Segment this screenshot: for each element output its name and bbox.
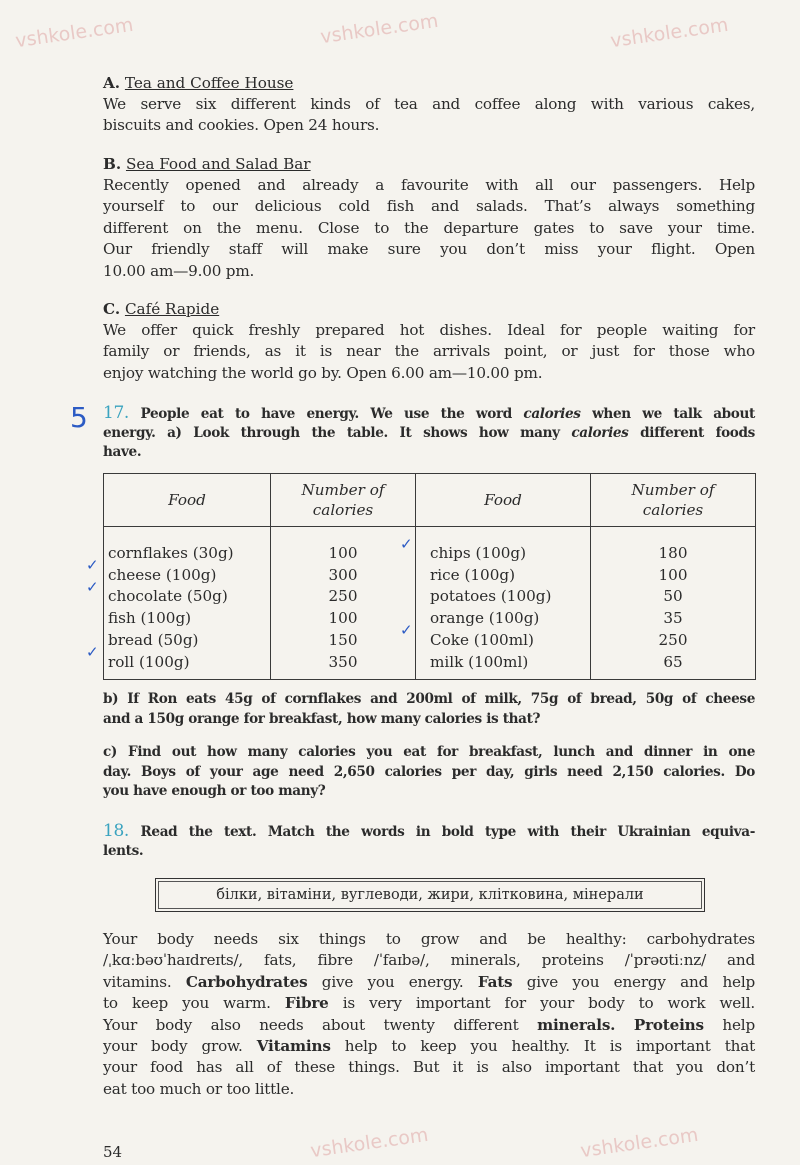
- section-title: Café Rapide: [124, 300, 220, 318]
- text-line: lents.: [103, 842, 144, 859]
- section-a: [103, 73, 755, 137]
- watermark: vshkole.com: [14, 13, 135, 53]
- text-line: 17. People eat to have energy. We use the word calories when we talk about: [103, 403, 755, 423]
- food-cell: rice (100g): [416, 565, 591, 587]
- check-mark-icon: ✓: [86, 578, 99, 596]
- section-letter: A.: [103, 74, 121, 92]
- section-letter: C.: [103, 300, 121, 318]
- text-line: We offer quick freshly prepared hot dishes. Ideal for people waiting for: [103, 321, 755, 339]
- text-line: Your body needs six things to grow and be healthy: carbohydrates: [103, 930, 755, 948]
- calories-cell: 50: [591, 586, 756, 608]
- food-cell: chocolate (50g): [104, 586, 271, 608]
- text-line: eat too much or too little.: [103, 1079, 295, 1098]
- section-heading: [103, 299, 755, 320]
- exercise-number: 18.: [103, 821, 129, 841]
- exercise-18-text: [103, 929, 755, 1100]
- text-line: 10.00 am—9.00 pm.: [103, 261, 255, 280]
- section-text: [103, 320, 755, 384]
- calories-cell: 250: [591, 630, 756, 652]
- food-cell: roll (100g): [104, 652, 271, 680]
- text-line: you have enough or too many?: [103, 783, 326, 799]
- food-cell: orange (100g): [416, 608, 591, 630]
- section-heading: [103, 73, 755, 94]
- watermark: vshkole.com: [319, 9, 440, 49]
- text-line: day. Boys of your age need 2,650 calories per day, girls need 2,150 calories. Do: [103, 763, 755, 780]
- text-line: Recently opened and already a favourite with all our passengers. Help: [103, 176, 755, 194]
- exercise-17-instructions: [103, 404, 755, 463]
- exercise-text: [103, 822, 755, 861]
- food-cell: fish (100g): [104, 608, 271, 630]
- food-cell: Coke (100ml): [416, 630, 591, 652]
- calories-cell: 100: [271, 527, 416, 565]
- food-cell: cornflakes (30g): [104, 527, 271, 565]
- exercise-17-part-b: [103, 690, 755, 729]
- food-cell: cheese (100g): [104, 565, 271, 587]
- table-row: [104, 565, 756, 587]
- table-row: [104, 527, 756, 565]
- calories-table: [103, 473, 756, 680]
- text-line: to keep you warm. Fibre is very important for your body to work well.: [103, 994, 755, 1013]
- text-line: your food has all of these things. But it is also important that you don’t: [103, 1058, 755, 1077]
- text-line: biscuits and cookies. Open 24 hours.: [103, 116, 380, 135]
- text-line: your body grow. Vitamins help to keep you healthy. It is important that: [103, 1036, 755, 1055]
- calories-cell: 250: [271, 586, 416, 608]
- section-letter: B.: [103, 155, 122, 173]
- text-line: and a 150g orange for breakfast, how many calories is that?: [103, 710, 541, 727]
- food-cell: bread (50g): [104, 630, 271, 652]
- section-title: Tea and Coffee House: [124, 74, 294, 92]
- table-row: [104, 586, 756, 608]
- ukrainian-word-box: білки, вітаміни, вуглеводи, жири, клітковина, мінерали: [155, 878, 705, 912]
- exercise-17-part-c: [103, 743, 755, 802]
- text-line: Our friendly staff will make sure you don’t miss your flight. Open: [103, 240, 755, 259]
- calories-cell: 65: [591, 652, 756, 680]
- text-line: family or friends, as it is near the arrivals point, or just for those who: [103, 342, 755, 361]
- text-line: /ˌkɑːbəʊˈhaɪdreɪts/, fats, fibre /ˈfaɪbə/, minerals, proteins /ˈprəʊtiːnz/ and: [103, 951, 755, 970]
- section-title: Sea Food and Salad Bar: [125, 155, 311, 173]
- section-c: [103, 299, 755, 384]
- text-line: vitamins. Carbohydrates give you energy. Fats give you energy and help: [103, 972, 755, 991]
- text-line: yourself to our delicious cold fish and salads. That’s always something: [103, 197, 755, 216]
- exercise-18-instructions: [103, 822, 755, 861]
- exercise-text: [103, 743, 755, 802]
- food-cell: chips (100g): [416, 527, 591, 565]
- check-mark-icon: ✓: [400, 535, 413, 553]
- table-header: Food: [416, 474, 591, 527]
- calories-cell: 300: [271, 565, 416, 587]
- calories-cell: 100: [591, 565, 756, 587]
- text-line: different on the menu. Close to the departure gates to save your time.: [103, 218, 755, 237]
- table-header: Food: [104, 474, 271, 527]
- handwritten-grade: 5: [70, 401, 88, 434]
- section-heading: [103, 154, 755, 175]
- calories-cell: 100: [271, 608, 416, 630]
- text-line: c) Find out how many calories you eat for breakfast, lunch and dinner in one: [103, 744, 755, 760]
- section-b: [103, 154, 755, 282]
- section-text: [103, 94, 755, 137]
- text-line: b) If Ron eats 45g of cornflakes and 200ml of milk, 75g of bread, 50g of cheese: [103, 691, 755, 707]
- calories-cell: 180: [591, 527, 756, 565]
- check-mark-icon: ✓: [86, 643, 99, 661]
- food-cell: milk (100ml): [416, 652, 591, 680]
- page-number: 54: [103, 1143, 123, 1161]
- watermark: vshkole.com: [609, 13, 730, 53]
- food-cell: potatoes (100g): [416, 586, 591, 608]
- text-line: have.: [103, 444, 142, 460]
- table-row: [104, 608, 756, 630]
- table-header: Number of calories: [591, 474, 756, 527]
- text-line: 18. Read the text. Match the words in bold type with their Ukrainian equiva-: [103, 821, 755, 841]
- table-row: [104, 652, 756, 680]
- text-line: energy. a) Look through the table. It shows how many calories different foods: [103, 424, 755, 441]
- check-mark-icon: ✓: [400, 621, 413, 639]
- section-text: [103, 175, 755, 282]
- text-line: We serve six different kinds of tea and coffee along with various cakes,: [103, 95, 755, 113]
- text-line: enjoy watching the world go by. Open 6.00 am—10.00 pm.: [103, 363, 543, 382]
- exercise-number: 17.: [103, 403, 129, 423]
- calories-cell: 150: [271, 630, 416, 652]
- calories-cell: 350: [271, 652, 416, 680]
- check-mark-icon: ✓: [86, 556, 99, 574]
- text-line: Your body also needs about twenty different minerals. Proteins help: [103, 1015, 755, 1034]
- exercise-text: [103, 690, 755, 729]
- exercise-text: [103, 404, 755, 463]
- calories-cell: 35: [591, 608, 756, 630]
- watermark: vshkole.com: [579, 1123, 700, 1163]
- watermark: vshkole.com: [309, 1123, 430, 1163]
- table-row: [104, 630, 756, 652]
- reading-text: [103, 929, 755, 1100]
- table-header: Number of calories: [271, 474, 416, 527]
